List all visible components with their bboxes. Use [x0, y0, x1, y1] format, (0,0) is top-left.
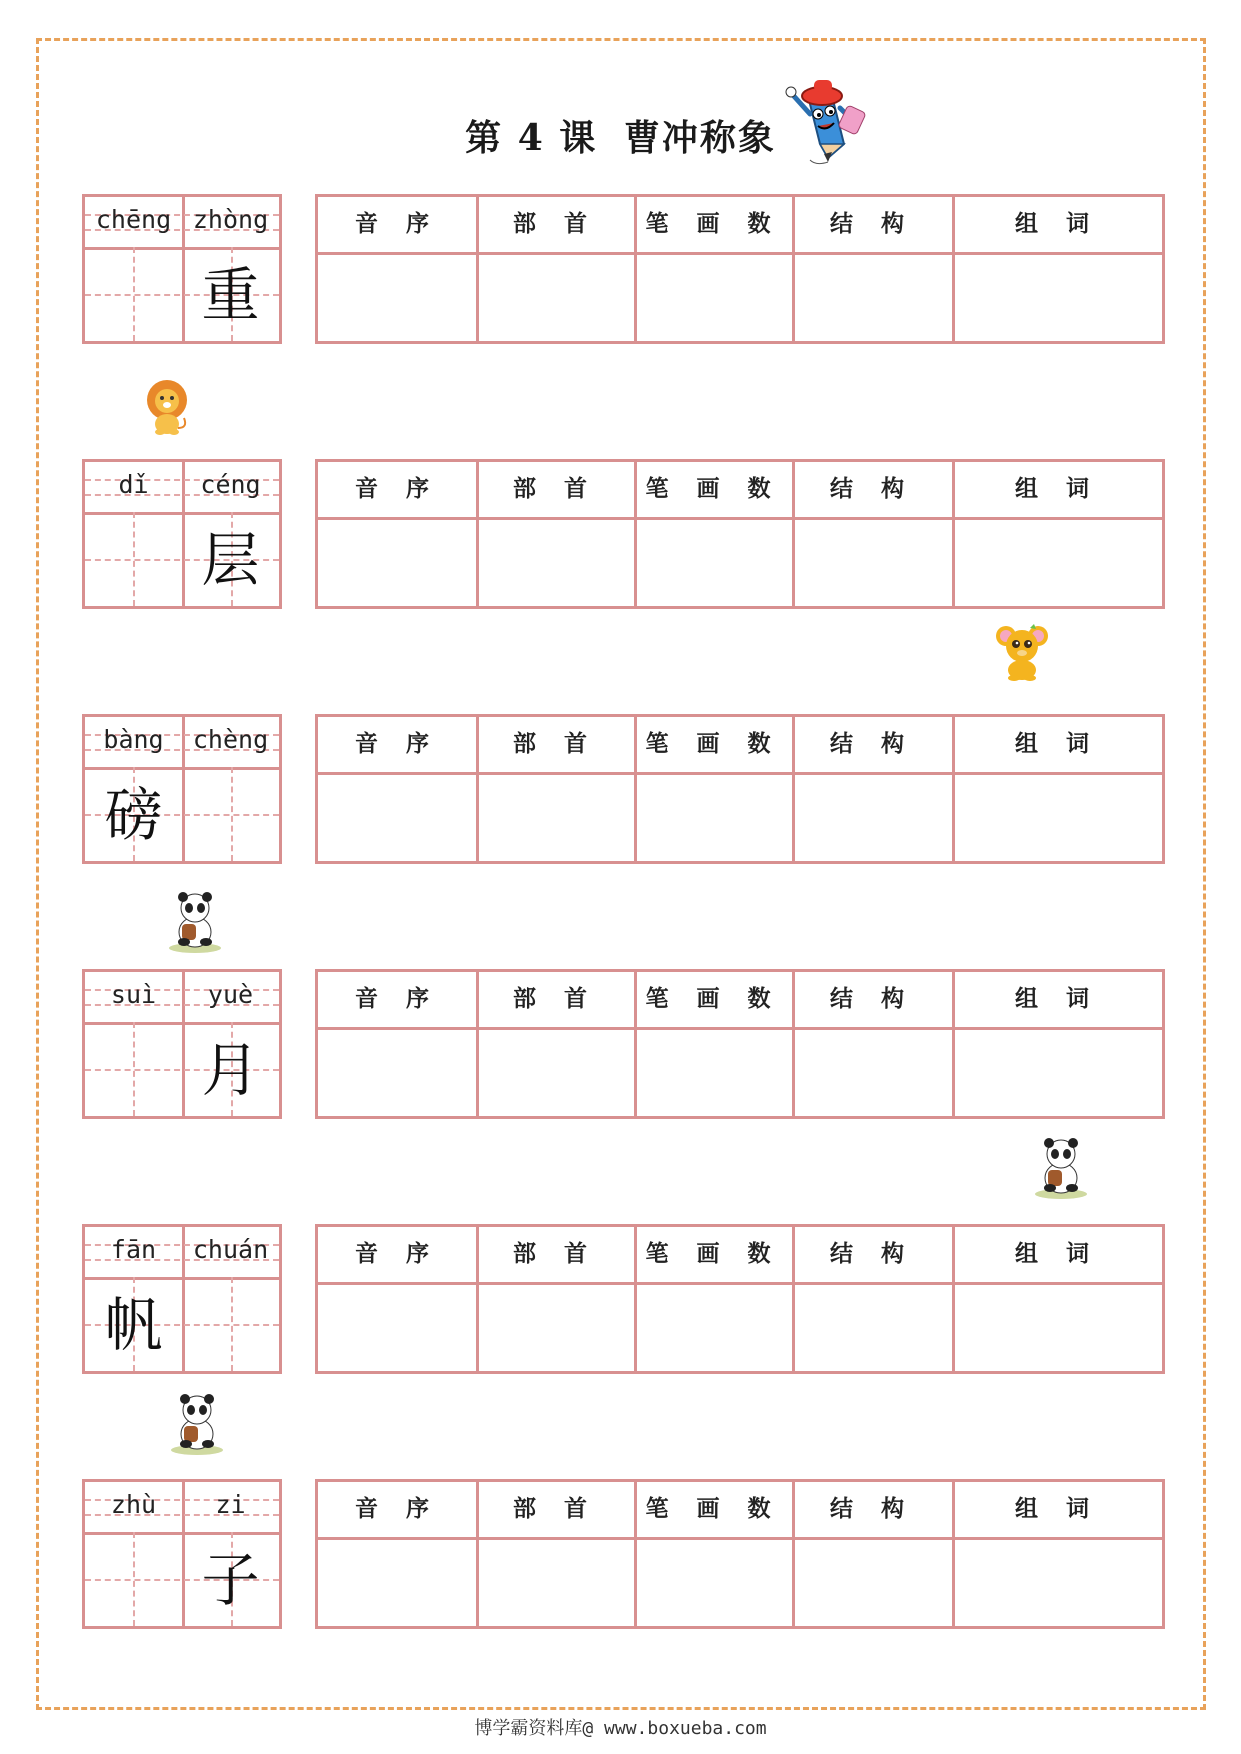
answer-cell[interactable] [318, 1285, 476, 1371]
table-header-cell: 部 首 [512, 986, 597, 1012]
table-header-cell: 笔 画 数 [645, 986, 781, 1012]
table-header-cell: 组 词 [1014, 986, 1099, 1012]
answer-cell[interactable] [318, 1540, 476, 1626]
answer-cell[interactable] [318, 775, 476, 861]
table-header-cell: 结 构 [829, 1241, 914, 1267]
table-header-cell: 音 序 [354, 986, 439, 1012]
answer-cell[interactable] [952, 775, 1162, 861]
exercise-row [0, 714, 1241, 864]
pinyin-text: zhù [110, 1490, 157, 1519]
pinyin-text: fān [110, 1235, 157, 1264]
answer-cell[interactable] [792, 255, 952, 341]
writing-grid [82, 1479, 282, 1629]
table-header-cell: 音 序 [354, 211, 439, 237]
pinyin-text: bàng [103, 725, 164, 754]
answer-cell[interactable] [634, 1285, 792, 1371]
pinyin-text: chēng [95, 205, 172, 234]
pinyin-text: chèng [192, 725, 269, 754]
answer-cell[interactable] [476, 520, 634, 606]
table-header-cell: 结 构 [829, 986, 914, 1012]
answer-cell[interactable] [952, 255, 1162, 341]
character-info-table [315, 1224, 1165, 1374]
exercise-row [0, 459, 1241, 609]
answer-cell[interactable] [318, 520, 476, 606]
pinyin-text: yuè [207, 980, 254, 1009]
exercise-row [0, 1479, 1241, 1629]
hanzi-character: 磅 [104, 781, 163, 849]
character-info-table [315, 969, 1165, 1119]
panda-icon [1030, 1134, 1092, 1200]
answer-cell[interactable] [476, 1285, 634, 1371]
hanzi-character: 重 [201, 261, 260, 329]
answer-cell[interactable] [318, 1030, 476, 1116]
lesson-number: 第 4 课 [465, 117, 598, 159]
lion-icon [140, 378, 194, 436]
page-title [0, 110, 1241, 161]
table-header-cell: 部 首 [512, 1241, 597, 1267]
table-header-cell: 部 首 [512, 476, 597, 502]
pencil-mascot-icon [780, 74, 870, 168]
table-header-cell: 组 词 [1014, 731, 1099, 757]
table-header-cell: 音 序 [354, 476, 439, 502]
table-header-cell: 音 序 [354, 1241, 439, 1267]
table-header-cell: 组 词 [1014, 1496, 1099, 1522]
panda-icon [166, 1390, 228, 1456]
exercise-row [0, 1224, 1241, 1374]
footer-source: 博学霸资料库@ www.boxueba.com [474, 1718, 767, 1739]
table-header-cell: 部 首 [512, 731, 597, 757]
answer-cell[interactable] [792, 775, 952, 861]
answer-cell[interactable] [792, 1540, 952, 1626]
writing-grid [82, 714, 282, 864]
hanzi-character: 帆 [104, 1291, 163, 1359]
writing-grid [82, 969, 282, 1119]
writing-grid [82, 194, 282, 344]
pinyin-text: zi [215, 1490, 246, 1519]
table-header-cell: 结 构 [829, 1496, 914, 1522]
exercise-row [0, 194, 1241, 344]
writing-grid [82, 459, 282, 609]
pinyin-text: zhòng [192, 205, 269, 234]
character-info-table [315, 714, 1165, 864]
hanzi-character: 层 [201, 526, 260, 594]
answer-cell[interactable] [476, 255, 634, 341]
pinyin-text: dǐ [118, 470, 149, 499]
answer-cell[interactable] [476, 1030, 634, 1116]
table-header-cell: 笔 画 数 [645, 476, 781, 502]
answer-cell[interactable] [792, 520, 952, 606]
pinyin-text: suì [110, 980, 157, 1009]
answer-cell[interactable] [634, 1030, 792, 1116]
answer-cell[interactable] [634, 255, 792, 341]
answer-cell[interactable] [634, 775, 792, 861]
table-header-cell: 音 序 [354, 731, 439, 757]
answer-cell[interactable] [952, 1540, 1162, 1626]
hanzi-character: 子 [201, 1546, 260, 1614]
writing-grid [82, 1224, 282, 1374]
answer-cell[interactable] [318, 255, 476, 341]
answer-cell[interactable] [952, 1030, 1162, 1116]
answer-cell[interactable] [634, 1540, 792, 1626]
table-header-cell: 组 词 [1014, 476, 1099, 502]
answer-cell[interactable] [634, 520, 792, 606]
answer-cell[interactable] [476, 1540, 634, 1626]
hanzi-character: 月 [201, 1036, 260, 1104]
panda-icon [164, 888, 226, 954]
answer-cell[interactable] [792, 1285, 952, 1371]
character-info-table [315, 459, 1165, 609]
pinyin-text: céng [200, 470, 261, 499]
table-header-cell: 结 构 [829, 476, 914, 502]
character-info-table [315, 1479, 1165, 1629]
character-info-table [315, 194, 1165, 344]
table-header-cell: 笔 画 数 [645, 211, 781, 237]
table-header-cell: 笔 画 数 [645, 1241, 781, 1267]
table-header-cell: 笔 画 数 [645, 1496, 781, 1522]
table-header-cell: 结 构 [829, 731, 914, 757]
answer-cell[interactable] [952, 520, 1162, 606]
table-header-cell: 组 词 [1014, 1241, 1099, 1267]
answer-cell[interactable] [792, 1030, 952, 1116]
table-header-cell: 部 首 [512, 1496, 597, 1522]
table-header-cell: 音 序 [354, 1496, 439, 1522]
table-header-cell: 笔 画 数 [645, 731, 781, 757]
answer-cell[interactable] [476, 775, 634, 861]
table-header-cell: 部 首 [512, 211, 597, 237]
exercise-row [0, 969, 1241, 1119]
table-header-cell: 结 构 [829, 211, 914, 237]
pinyin-text: chuán [192, 1235, 269, 1264]
bear-icon [992, 622, 1052, 682]
answer-cell[interactable] [952, 1285, 1162, 1371]
lesson-name: 曹冲称象 [623, 117, 776, 159]
table-header-cell: 组 词 [1014, 211, 1099, 237]
